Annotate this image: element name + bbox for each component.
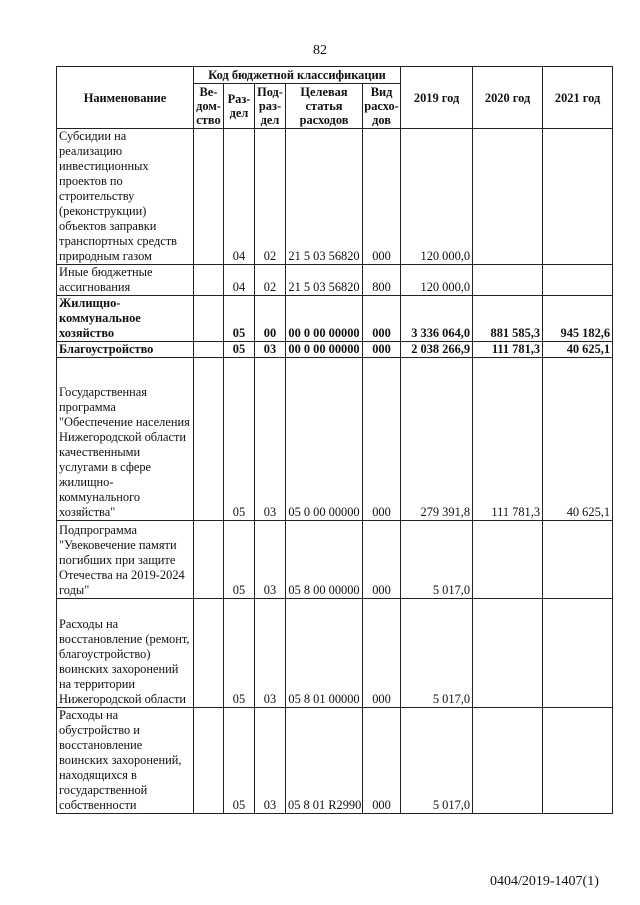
header-podrazdel: Под- раз- дел — [255, 84, 286, 129]
row-razdel: 04 — [224, 129, 255, 265]
row-value-2021: 40 625,1 — [543, 342, 613, 358]
row-value-2021 — [543, 129, 613, 265]
row-target-article: 00 0 00 00000 — [286, 342, 363, 358]
row-expense-type: 800 — [363, 265, 401, 296]
row-podrazdel: 03 — [255, 342, 286, 358]
row-expense-type: 000 — [363, 521, 401, 599]
header-expense-type: Вид расхо- дов — [364, 85, 399, 127]
row-name: Благоустройство — [57, 342, 194, 358]
budget-table — [56, 66, 613, 814]
header-name: Наименование — [57, 67, 194, 129]
row-value-2021 — [543, 599, 613, 708]
row-value-2019: 3 336 064,0 — [401, 296, 473, 342]
row-value-2021: 945 182,6 — [543, 296, 613, 342]
row-name: Подпрограмма "Увековечение памяти погибших при защите Отечества на 2019-2024 годы" — [57, 521, 194, 599]
table-row — [57, 521, 613, 599]
row-value-2019: 120 000,0 — [401, 265, 473, 296]
row-name: Расходы на обустройство и восстановление воинских захоронений, находящихся в государственной собственности — [57, 708, 194, 814]
row-vedomstvo — [194, 708, 224, 814]
row-vedomstvo — [194, 358, 224, 521]
header-target-article: Целевая статья расходов — [286, 84, 363, 129]
header-2021: 2021 год — [543, 67, 613, 129]
row-expense-type: 000 — [363, 342, 401, 358]
row-target-article: 05 8 01 00000 — [286, 599, 363, 708]
row-value-2020 — [473, 129, 543, 265]
row-vedomstvo — [194, 521, 224, 599]
row-vedomstvo — [194, 342, 224, 358]
row-value-2021 — [543, 265, 613, 296]
header-budget-code: Код бюджетной классификации — [194, 67, 401, 84]
row-expense-type: 000 — [363, 599, 401, 708]
row-podrazdel: 03 — [255, 708, 286, 814]
row-value-2019: 120 000,0 — [401, 129, 473, 265]
table-row — [57, 342, 613, 358]
row-value-2020 — [473, 599, 543, 708]
row-razdel: 05 — [224, 296, 255, 342]
header-razdel: Раз- дел — [224, 84, 255, 129]
row-value-2019: 2 038 266,9 — [401, 342, 473, 358]
row-value-2020: 111 781,3 — [473, 358, 543, 521]
header-vedomstvo: Ве- дом- ство — [194, 84, 224, 129]
table-row — [57, 296, 613, 342]
row-razdel: 05 — [224, 358, 255, 521]
row-podrazdel: 00 — [255, 296, 286, 342]
row-vedomstvo — [194, 129, 224, 265]
row-podrazdel: 02 — [255, 265, 286, 296]
row-name: Расходы на восстановление (ремонт, благоустройство) воинских захоронений на территории Нижегородской области — [57, 599, 194, 708]
row-value-2021 — [543, 708, 613, 814]
row-podrazdel: 03 — [255, 599, 286, 708]
row-value-2021 — [543, 521, 613, 599]
row-value-2019: 279 391,8 — [401, 358, 473, 521]
row-podrazdel: 02 — [255, 129, 286, 265]
row-podrazdel: 03 — [255, 521, 286, 599]
row-target-article: 05 8 01 R2990 — [286, 708, 363, 814]
header-row-group — [57, 67, 613, 84]
document-code: 0404/2019-1407(1) — [490, 874, 599, 889]
table-row — [57, 708, 613, 814]
row-value-2020 — [473, 265, 543, 296]
row-value-2020 — [473, 708, 543, 814]
header-2019: 2019 год — [401, 67, 473, 129]
row-name: Жилищно-коммунальное хозяйство — [57, 296, 194, 342]
row-target-article: 05 0 00 00000 — [286, 358, 363, 521]
table-body — [57, 129, 613, 814]
row-name: Государственная программа "Обеспечение населения Нижегородской области качественными услугами в сфере жилищно-коммунального хозяйства" — [57, 358, 194, 521]
row-value-2020: 881 585,3 — [473, 296, 543, 342]
table-row — [57, 265, 613, 296]
row-vedomstvo — [194, 265, 224, 296]
row-razdel: 05 — [224, 342, 255, 358]
row-value-2019: 5 017,0 — [401, 599, 473, 708]
row-value-2020: 111 781,3 — [473, 342, 543, 358]
row-podrazdel: 03 — [255, 358, 286, 521]
row-value-2020 — [473, 521, 543, 599]
row-name: Субсидии на реализацию инвестиционных проектов по строительству (реконструкции) объектов заправки транспортных средств природным газом — [57, 129, 194, 265]
row-target-article: 21 5 03 56820 — [286, 129, 363, 265]
row-razdel: 05 — [224, 521, 255, 599]
row-razdel: 04 — [224, 265, 255, 296]
row-expense-type: 000 — [363, 129, 401, 265]
row-razdel: 05 — [224, 599, 255, 708]
row-target-article: 21 5 03 56820 — [286, 265, 363, 296]
row-value-2021: 40 625,1 — [543, 358, 613, 521]
row-target-article: 00 0 00 00000 — [286, 296, 363, 342]
row-expense-type: 000 — [363, 358, 401, 521]
row-target-article: 05 8 00 00000 — [286, 521, 363, 599]
row-value-2019: 5 017,0 — [401, 708, 473, 814]
row-name: Иные бюджетные ассигнования — [57, 265, 194, 296]
row-vedomstvo — [194, 599, 224, 708]
row-value-2019: 5 017,0 — [401, 521, 473, 599]
row-expense-type: 000 — [363, 708, 401, 814]
row-expense-type: 000 — [363, 296, 401, 342]
page-number: 82 — [313, 43, 327, 58]
table-row — [57, 358, 613, 521]
row-vedomstvo — [194, 296, 224, 342]
table-row — [57, 599, 613, 708]
row-razdel: 05 — [224, 708, 255, 814]
header-2020: 2020 год — [473, 67, 543, 129]
table-row — [57, 129, 613, 265]
